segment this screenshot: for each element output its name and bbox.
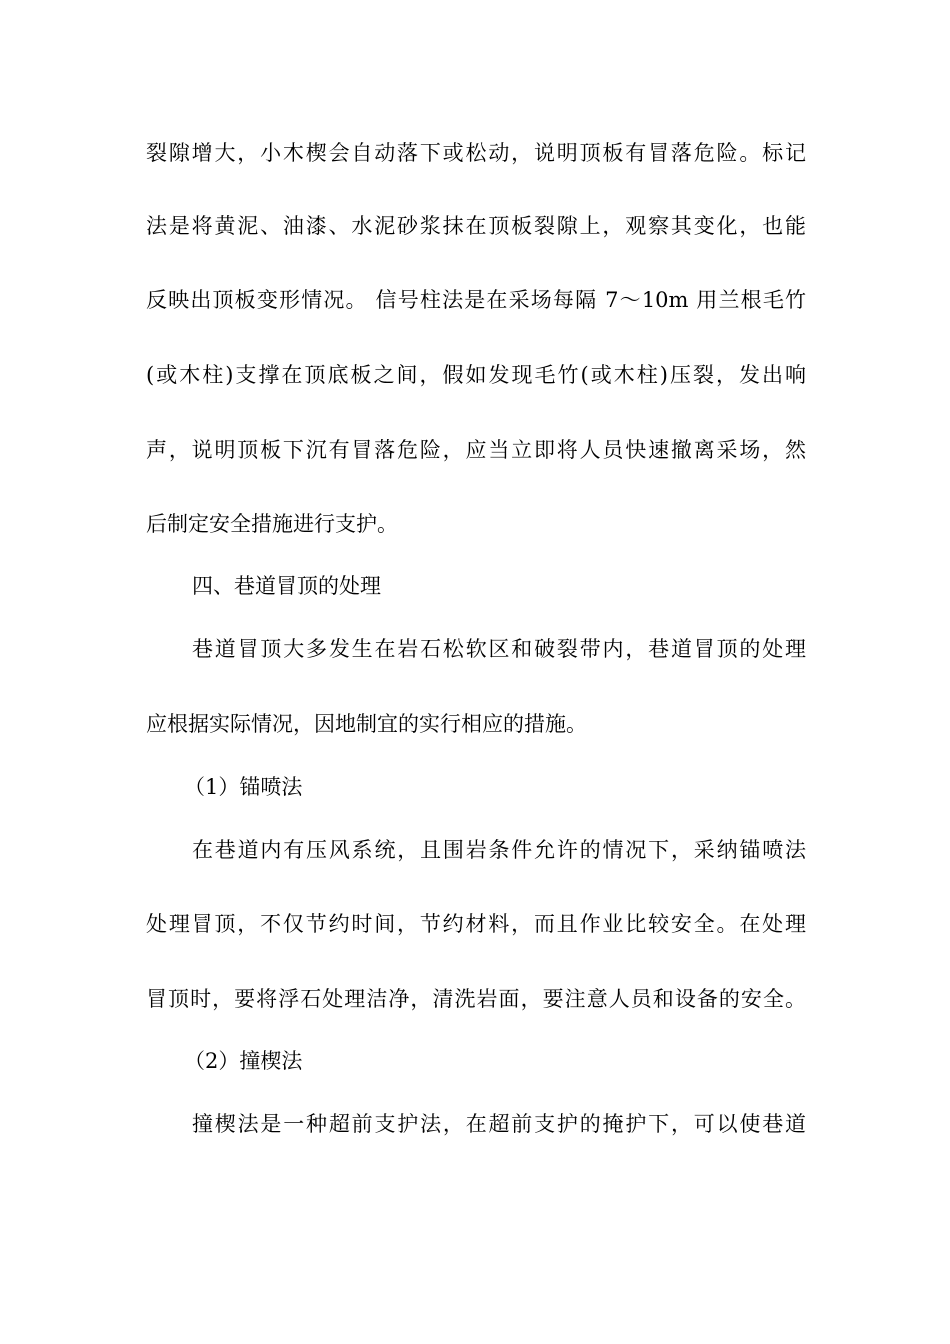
paragraph-line-10: 处理冒顶，不仅节约时间，节约材料，而且作业比较安全。在处理 bbox=[146, 912, 806, 936]
section-heading: 四、巷道冒顶的处理 bbox=[192, 574, 381, 598]
paragraph-line-4: (或木柱)支撑在顶底板之间，假如发现毛竹(或木柱)压裂，发出响 bbox=[146, 363, 806, 387]
paragraph-line-1: 裂隙增大，小木楔会自动落下或松动，说明顶板有冒落危险。标记 bbox=[146, 141, 806, 165]
paragraph-line-6: 后制定安全措施进行支护。 bbox=[146, 512, 398, 536]
paragraph-line-2: 法是将黄泥、油漆、水泥砂浆抹在顶板裂隙上，观察其变化，也能 bbox=[146, 214, 806, 238]
subheading-anchor-spray: （1）锚喷法 bbox=[184, 775, 303, 799]
paragraph-line-12: 撞楔法是一种超前支护法，在超前支护的掩护下，可以使巷道 bbox=[192, 1112, 806, 1136]
subheading-wedge-method: （2）撞楔法 bbox=[184, 1049, 303, 1073]
paragraph-line-7: 巷道冒顶大多发生在岩石松软区和破裂带内，巷道冒顶的处理 bbox=[192, 637, 806, 661]
paragraph-line-11: 冒顶时，要将浮石处理洁净，清洗岩面，要注意人员和设备的安全。 bbox=[146, 987, 806, 1011]
paragraph-line-9: 在巷道内有压风系统，且围岩条件允许的情况下，采纳锚喷法 bbox=[192, 838, 806, 862]
paragraph-line-8: 应根据实际情况，因地制宜的实行相应的措施。 bbox=[146, 712, 587, 736]
paragraph-line-5: 声，说明顶板下沉有冒落危险，应当立即将人员快速撤离采场，然 bbox=[146, 438, 806, 462]
paragraph-line-3: 反映出顶板变形情况。 信号柱法是在采场每隔 7～10m 用兰根毛竹 bbox=[146, 288, 806, 312]
